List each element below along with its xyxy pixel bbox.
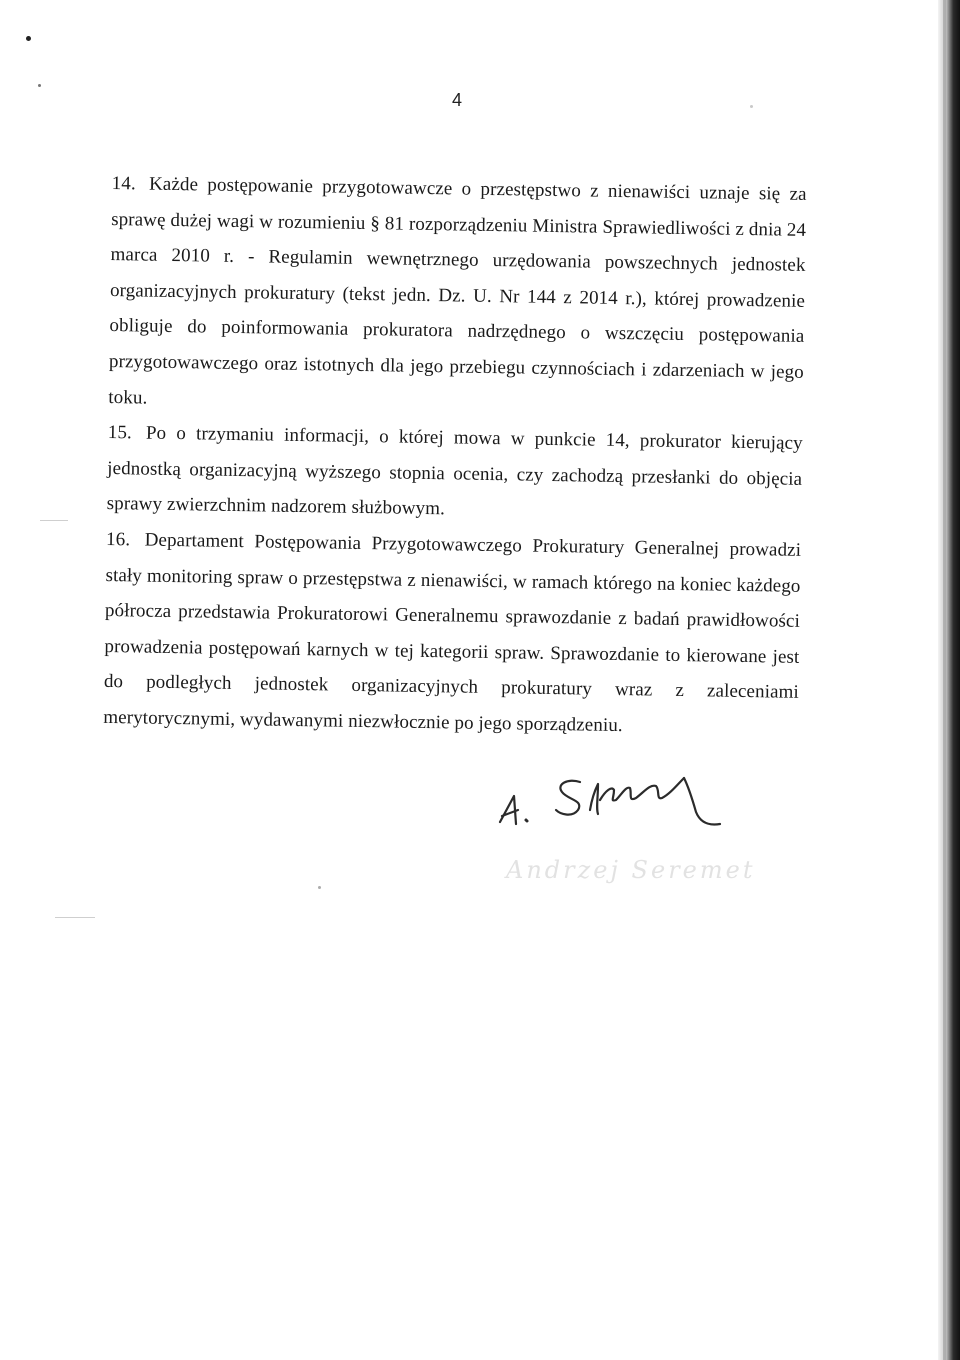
page-number: 4 bbox=[452, 90, 463, 110]
scan-edge-line bbox=[943, 0, 946, 1360]
document-body bbox=[103, 166, 807, 746]
scan-speck bbox=[750, 105, 753, 108]
scan-mark bbox=[55, 917, 95, 918]
scan-mark bbox=[40, 520, 68, 521]
paragraph-text: Każde postępowanie przygotowawcze o przestępstwo z nienawiści uznaje się za sprawę dużej wagi w rozumieniu § 81 rozporządzeniu Ministra Sprawiedliwości z dnia 24 marca 2010 r. - Regulamin wewnętrznego urzędowania powszechnych jednostek organizacyjnych prokuratury (tekst jedn. Dz. U. Nr 144 z 2014 r.), której prowadzenie obliguje do poinformowania prokuratora nadrzędnego o wszczęciu postępowania przygotowawczego oraz istotnych dla jego przebiegu czynnościach i zdarzeniach w jego toku. bbox=[108, 173, 807, 409]
signature-stamp-name: Andrzej Seremet bbox=[506, 856, 756, 884]
scan-speck bbox=[318, 886, 321, 889]
paragraph-14 bbox=[108, 166, 807, 426]
paragraph-15 bbox=[106, 415, 803, 533]
paragraph-number: 15. bbox=[107, 422, 133, 444]
paragraph-text: Po o trzymaniu informacji, o której mowa w punkcie 14, prokurator kierujący jednostką organizacyjną wyższego stopnia ocenia, czy zachodzą przesłanki do objęcia sprawy zwierzchnim nadzorem służbowym. bbox=[106, 422, 803, 520]
scan-speck bbox=[26, 36, 31, 41]
paragraph-16 bbox=[103, 522, 801, 746]
paragraph-number: 14. bbox=[111, 172, 136, 195]
paragraph-text: Departament Postępowania Przygotowawczego Prokuratury Generalnej prowadzi stały monitoring spraw o przestępstwa z nienawiści, w ramach którego na koniec każdego półrocza przedstawia Prokuratorowi Generalnemu sprawozdanie z badań prawidłowości prowadzenia postępowań karnych w tej kategorii spraw. Sprawozdanie to kierowane jest do podległych jednostek organizacyjnych prokuratury wraz z zaleceniami merytorycznymi, wydawanymi niezwłocznie po jego sporządzeniu. bbox=[103, 529, 802, 736]
scan-speck bbox=[38, 84, 41, 87]
paragraph-number: 16. bbox=[105, 528, 131, 551]
scan-edge-shadow bbox=[938, 0, 960, 1360]
